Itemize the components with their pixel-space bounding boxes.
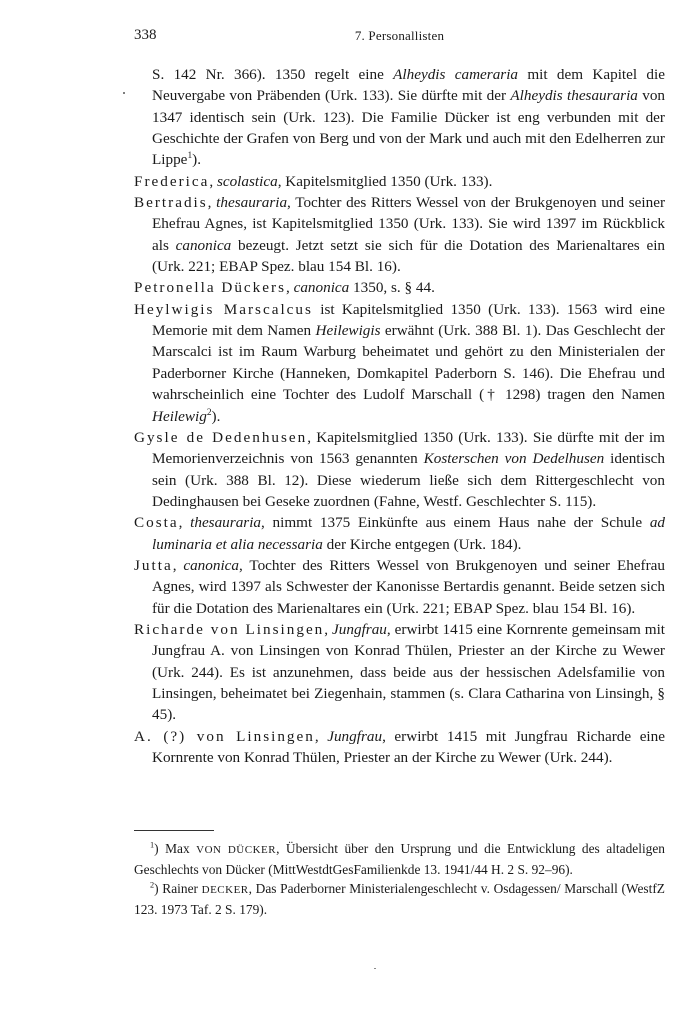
page-speck (374, 968, 376, 969)
footnotes (134, 839, 665, 919)
text-run: ). (211, 407, 221, 425)
entry-list (134, 64, 665, 768)
text-run: S. 142 Nr. 366). 1350 regelt eine (152, 66, 394, 83)
text-run: VON DÜCKER (196, 844, 277, 856)
text-run: , Tochter des Ritters Wessel von der Brukgenoyen und seiner Ehefrau Agnes, ist Kapitelsmitglied 1350 (Urk. 133). Sie wird 1397 im Rückblick als (152, 194, 665, 254)
entry-name: Frederica (134, 172, 210, 190)
list-item (134, 619, 665, 726)
footnote-rule (134, 830, 214, 831)
list-item (134, 427, 665, 512)
italic-term: scolastica (216, 172, 278, 190)
text-run: , (172, 556, 184, 574)
list-item (134, 726, 665, 769)
italic-term: canonica (183, 556, 239, 574)
text-run: , Kapitelsmitglied 1350 (Urk. 133). (277, 172, 493, 190)
text-run: bezeugt. Jetzt setzt sie sich für die Dotation des Marienaltares ein (Urk. 221; EBAP Spez. blau 154 Bl. 16). (152, 236, 666, 276)
footnote-ref: 1 (150, 840, 155, 850)
text-run: , Das Paderborner Ministerialengeschlecht v. Osdagessen/ Marschall (WestfZ 123. 1973 Taf. 2 S. 179). (134, 881, 665, 917)
text-run: , Tochter des Ritters Wessel von Brukgenoyen und seiner Ehefrau Agnes, wird 1397 als Schwester der Kanonisse Bertardis genannt. Beide setzen sich für die Dotation des Marienaltares ein (Urk. 221; EBAP Spez. blau 154 Bl. 16). (152, 556, 666, 617)
italic-term: ad luminaria et alia necessaria (152, 514, 666, 553)
list-item (134, 555, 665, 619)
text-run: ist Kapitelsmitglied 1350 (Urk. 133). 1563 wird eine Memorie mit dem Namen (152, 300, 666, 340)
text-run: von 1347 identisch sein (Urk. 123). Die Familie Dücker ist eng verbunden mit der Geschichte der Grafen von Berg und von der Mark und auch mit den Edelherren zur Lippe (152, 87, 666, 169)
text-run: , Übersicht über den Ursprung und die Entwicklung des altadeligen Geschlechts von Dücker (MittWestdtGesFamilienkde 13. 1941/44 H. 2 S. 92–96). (134, 841, 665, 877)
entry-name: A. (?) von Linsingen (134, 727, 315, 745)
list-item (134, 171, 665, 192)
page-header (134, 27, 665, 49)
list-item (134, 192, 665, 277)
italic-term: thesauraria (190, 514, 262, 532)
entry-name: Heylwigis Marscalcus (134, 300, 313, 318)
list-item (134, 277, 665, 298)
entry-name: Bertradis (134, 194, 208, 212)
text-run: erwähnt (Urk. 388 Bl. 1). Das Geschlecht der Marscalci ist im Raum Warburg beheimatet und gehört zu den Ministerialen der Paderborner Kirche (Hanneken, Domkapitel Paderborn S. 146). Die Ehefrau und wahrscheinlich eine Tochter des Ludolf Marschall († 1298) tragen den Namen (152, 322, 665, 404)
footnote-ref: 2 (150, 880, 155, 890)
italic-term: Jungfrau (327, 727, 383, 745)
text-run: der Kirche entgegen (Urk. 184). (322, 535, 522, 553)
italic-term: Alheydis thesauraria (510, 87, 638, 105)
entry-name: Gysle de Dedenhusen (134, 428, 308, 446)
text-run: ) Max (154, 841, 197, 856)
list-item (134, 299, 665, 427)
italic-term: Heilewigis (315, 322, 381, 340)
entry-name: Petronella Dückers (134, 279, 286, 297)
text-run: , Kapitelsmitglied 1350 (Urk. 133). Sie dürfte mit der im Memorienverzeichnis von 1563 genannten (152, 428, 665, 468)
text-run: , erwirbt 1415 eine Kornrente gemeinsam mit Jungfrau A. von Linsingen von Konrad Thülen, Priester an der Kirche zu Wewer (Urk. 244). Es ist anzunehmen, dass beide aus der hessischen Adelsfamilie von Linsingen, beheimatet bei Ziegenhain, stammen (s. Clara Catharina von Linsingh, § 45). (152, 620, 666, 724)
entry-name: Richarde von Linsingen (134, 620, 325, 638)
text-run: 1350, s. § 44. (349, 279, 435, 297)
text-run: , (314, 727, 328, 745)
footnote-ref: 1 (187, 151, 193, 162)
text-run: DECKER (201, 884, 249, 896)
italic-term: Alheydis cameraria (393, 66, 519, 83)
page-number: 338 (134, 27, 157, 43)
margin-mark (123, 92, 125, 94)
text-run: ) Rainer (154, 881, 202, 896)
text-run: , (209, 172, 217, 190)
text-run: , (178, 514, 191, 532)
footnote (134, 839, 665, 879)
text-run: mit dem Kapitel die Neuvergabe von Präbenden (Urk. 133). Sie dürfte mit der (152, 66, 665, 105)
text-run: , (285, 279, 294, 297)
footnote-ref: 2 (206, 407, 212, 418)
entry-name: Costa (134, 514, 179, 532)
running-title: 7. Personallisten (354, 28, 445, 43)
italic-term: canonica (293, 279, 350, 297)
italic-term: canonica (175, 236, 232, 254)
text-run: ). (192, 151, 201, 169)
italic-term: Kosterschen von Dedelhusen (423, 450, 605, 468)
text-run: identisch sein (Urk. 388 Bl. 12). Diese wiederum ließe sich dem Rittergeschlecht von Dedinghausen bei Geseke zuordnen (Fahne, Westf. Geschlechter S. 115). (152, 450, 665, 510)
text-run: , nimmt 1375 Einkünfte aus einem Haus nahe der Schule (261, 514, 650, 532)
italic-term: thesauraria (216, 194, 288, 212)
italic-term: Jungfrau (332, 620, 387, 638)
footnote (134, 879, 665, 919)
text-run: , erwirbt 1415 mit Jungfrau Richarde eine Kornrente von Konrad Thülen, Priester an der Kirche zu Wewer (Urk. 244). (152, 727, 665, 766)
entry-name: Jutta (134, 556, 173, 574)
text-run: , (324, 620, 333, 638)
list-item (134, 64, 665, 171)
italic-term: Heilewig (152, 407, 207, 425)
text-run: , (207, 194, 217, 212)
list-item (134, 512, 665, 555)
